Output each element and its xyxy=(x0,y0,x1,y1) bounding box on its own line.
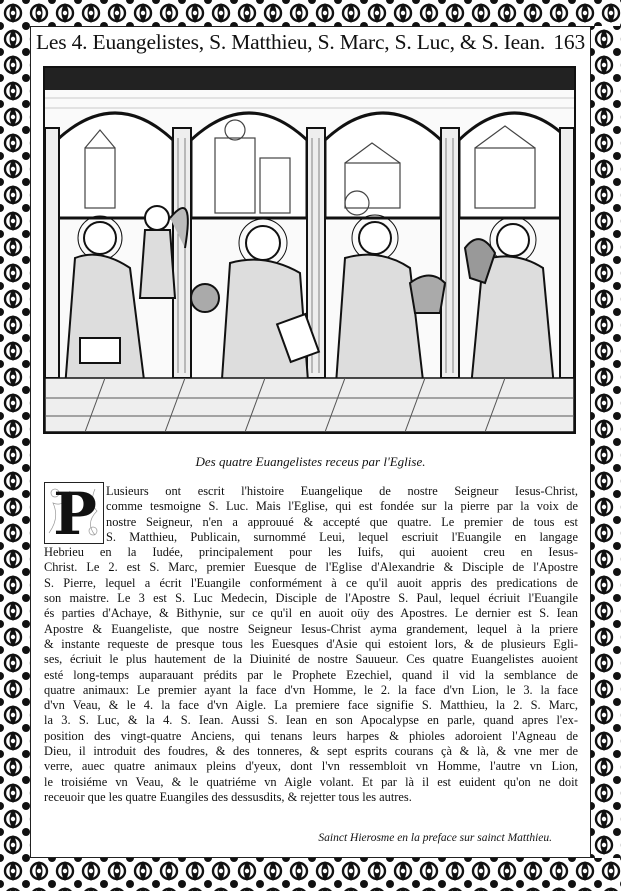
ornamental-border-right xyxy=(591,26,621,858)
running-head xyxy=(36,27,585,57)
body-line: nostre Seigneur, n'en a approuué & accepté que quatre. Le premier de tous est xyxy=(106,514,578,529)
body-line: son maistre. Le 3 est S. Luc Medecin, Disciple de l'Apostre S. Paul, lequel écriuit l'Euangile xyxy=(44,591,578,606)
body-line: verre, auec quatre animaux pleins d'yeux, dont l'vn ressembloit vn Homme, l'autre vn Lion, xyxy=(44,759,578,774)
body-line: és parties d'Achaye, & Bithynie, sur ce qu'il en auoit oüy des Apostres. Le dernier est S. Iean xyxy=(44,606,578,621)
body-text xyxy=(44,484,578,805)
page-number: 163 xyxy=(553,30,585,54)
body-line: S. Pierre, lequel a écrit l'Euangile conformément à ce qu'il auoit appris des predications de xyxy=(44,575,578,590)
body-line: ses, écriuit le plus hautement de la Diuinité de nostre Sauueur. Ces quatre Euangelistes auoient xyxy=(44,652,578,667)
body-line: & instante requeste de presque tous les Euesques d'Asie qui estoient lors, & de plusieurs Egli- xyxy=(44,636,578,651)
ornamental-border-left xyxy=(0,26,30,858)
body-line: la 3. S. Luc, & la 4. S. Iean. Aussi S. Iean en son Apocalypse en parle, quand apres l'ex- xyxy=(44,713,578,728)
body-line: Christ. Le 2. est S. Marc, premier Euesque de l'Eglise d'Alexandrie & Disciple de l'Apostre xyxy=(44,560,578,575)
dropcap-letter: P xyxy=(53,482,97,544)
body-line: comme tesmoigne S. Luc. Mais l'Eglise, qui est fondée sur la pierre par la voix de xyxy=(106,499,578,514)
body-line: le troisiéme vn Veau, & le quatriéme vn Aigle volant. Et par là il est euident qu'on ne doit xyxy=(44,774,578,789)
source-note: Sainct Hierosme en la preface sur sainct Matthieu. xyxy=(318,832,552,844)
woodcut-four-evangelists-icon xyxy=(45,68,574,432)
body-line: Apostre & Euangeliste, que nostre Seigneur Iesus-Christ ayma grandement, lequel à la priere xyxy=(44,621,578,636)
body-line: esté long-temps auparauant prédits par le Prophete Ezechiel, quand il vid la semblance de xyxy=(44,667,578,682)
body-line: position des vingt-quatre Anciens, qui tenans leurs harpes & phioles adoroient l'Agneau de xyxy=(44,728,578,743)
body-line: Lusieurs ont escrit l'histoire Euangelique de nostre Seigneur Iesus-Christ, xyxy=(106,484,578,498)
page-title: Les 4. Euangelistes, S. Matthieu, S. Marc, S. Luc, & S. Iean. xyxy=(36,30,546,54)
body-line: S. Matthieu, Publicain, surnommé Leui, lequel escriuit l'Euangile en langage xyxy=(106,529,578,544)
ornamental-border-bottom xyxy=(0,858,621,891)
body-line: receuoir que les quatre Euangiles des dessusdits, & rejetter tous les autres. xyxy=(44,789,412,804)
body-line: Dieu, il introduit des foudres, & des tonneres, & sept esprits courans çà & là, & vne mer de xyxy=(44,744,578,759)
body-line: d'vn Veau, & le 4. la face d'vn Aigle. La premiere face signifie S. Matthieu, la 2. S. Marc, xyxy=(44,698,578,713)
woodcut-illustration xyxy=(43,66,576,434)
ornamental-border-top xyxy=(0,0,621,26)
body-line: Hebrieu en la Iudée, principalement pour les Iuifs, qui auoient creu en Iesus- xyxy=(44,545,578,560)
body-line: quatre animaux: Le premier ayant la face d'vn Homme, le 2. la face d'vn Lion, le 3. la face xyxy=(44,682,578,697)
illustration-caption: Des quatre Euangelistes receus par l'Eglise. xyxy=(195,454,426,469)
